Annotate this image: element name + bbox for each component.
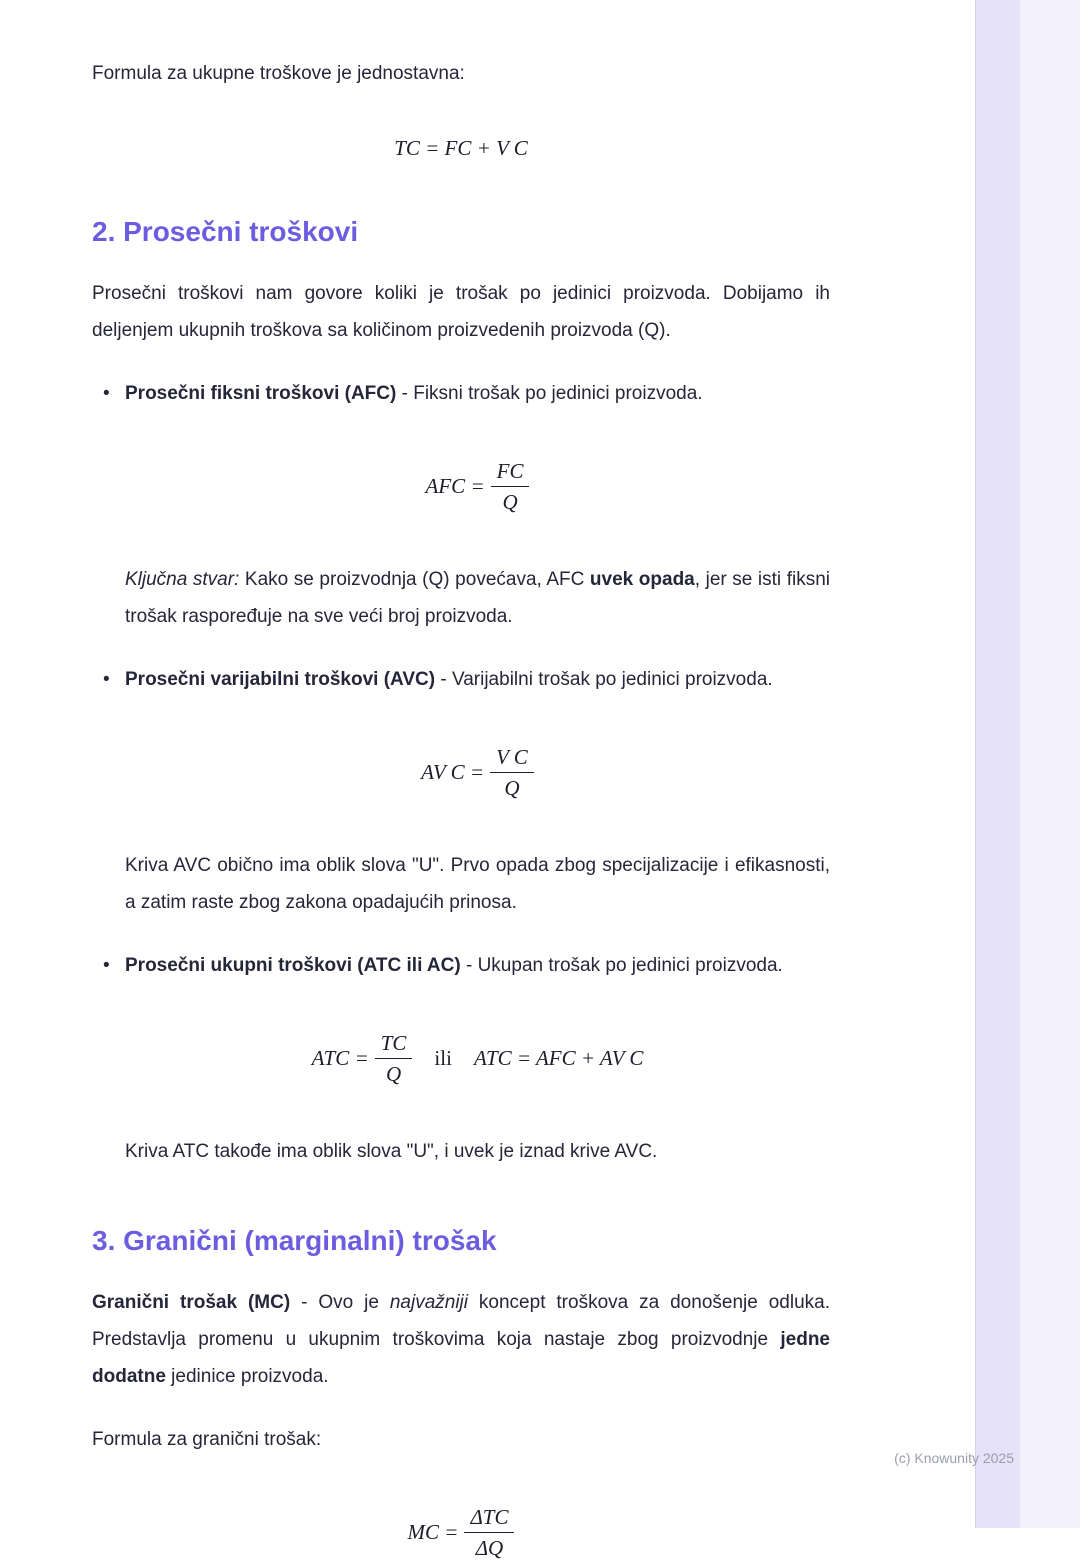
marginal-cost-paragraph [92,1284,830,1395]
formula-afc-fraction [491,460,530,513]
formula-atc-lead: ATC = [311,1046,369,1070]
copyright-credit: (c) Knowunity 2025 [894,1450,1014,1466]
mc-term: Granični trošak (MC) [92,1292,291,1313]
mc-part2: koncept troškova za donošenje odluka. Predstavlja promenu u ukupnim troškovima koja nastaje zbog proizvodnje [92,1292,831,1350]
average-costs-intro: Prosečni troškovi nam govore koliki je trošak po jedinici proizvoda. Dobijamo ih deljenjem ukupnih troškova sa količinom proizvedenih proizvoda (Q). [92,283,830,341]
atc-term: Prosečni ukupni troškovi (ATC ili AC) [125,955,461,976]
section-heading-average-costs: 2. Prosečni troškovi [92,216,359,247]
formula-afc-lead: AFC = [425,474,485,498]
afc-key-note [125,561,830,635]
atc-curve-note: Kriva ATC takođe ima oblik slova "U", i uvek je iznad krive AVC. [125,1141,658,1162]
formula-atc-connector: ili [434,1046,452,1070]
right-decorative-band [975,0,1080,1528]
afc-note-bold: uvek opada [589,569,695,590]
formula-mc-lead: MC = [407,1520,459,1544]
atc-definition [125,947,830,984]
mc-italic: najvažniji [389,1292,468,1313]
formula-mc-fraction [464,1506,514,1559]
list-item-afc [125,375,830,635]
formula-atc-numerator: TC [375,1032,413,1059]
formula-mc-numerator: ΔTC [464,1506,514,1533]
mc-part1: - Ovo je [290,1292,390,1313]
afc-note-label: Ključna stvar: [125,569,240,590]
intro-paragraph: Formula za ukupne troškove je jednostavna: [92,63,465,84]
afc-definition [125,375,830,412]
afc-description: - Fiksni trošak po jedinici proizvoda. [396,383,703,404]
formula-total-cost-expression: TC = FC + V C [394,136,528,160]
formula-atc [125,1032,830,1085]
formula-mc-denominator: ΔQ [475,1536,504,1560]
atc-description: - Ukupan trošak po jedinici proizvoda. [460,955,783,976]
right-decorative-stripe [975,0,1020,1528]
formula-avc-denominator: Q [504,776,520,800]
average-costs-list [92,375,830,1170]
formula-afc-denominator: Q [502,490,518,514]
section-heading-marginal-cost: 3. Granični (marginalni) trošak [92,1225,497,1256]
formula-atc-denominator: Q [385,1062,402,1086]
mc-bold2: jedne dodatne [92,1329,830,1387]
afc-term: Prosečni fiksni troškovi (AFC) [125,383,397,404]
formula-mc [92,1506,830,1559]
mc-formula-label: Formula za granični trošak: [92,1429,322,1450]
formula-avc-fraction [490,746,534,799]
formula-avc-lead: AV C = [421,760,485,784]
formula-total-cost [92,136,830,161]
formula-afc [125,460,830,513]
avc-definition [125,661,830,698]
formula-atc-alternative: ATC = AFC + AV C [473,1046,644,1070]
formula-afc-numerator: FC [491,460,530,487]
avc-description: - Varijabilni trošak po jedinici proizvoda. [435,669,773,690]
formula-atc-fraction [375,1032,413,1085]
list-item-avc [125,661,830,921]
list-item-atc [125,947,830,1170]
avc-term: Prosečni varijabilni troškovi (AVC) [125,669,436,690]
avc-curve-note: Kriva AVC obično ima oblik slova "U". Prvo opada zbog specijalizacije i efikasnosti, a zatim raste zbog zakona opadajućih prinosa. [125,855,830,913]
formula-avc-numerator: V C [490,746,534,773]
document-content [92,0,830,1559]
afc-note-part1: Kako se proizvodnja (Q) povećava, AFC [239,569,590,590]
afc-note-part2: , jer se isti fiksni trošak raspoređuje na sve veći broj proizvoda. [125,569,831,627]
formula-avc [125,746,830,799]
mc-part3: jedinice proizvoda. [165,1366,329,1387]
